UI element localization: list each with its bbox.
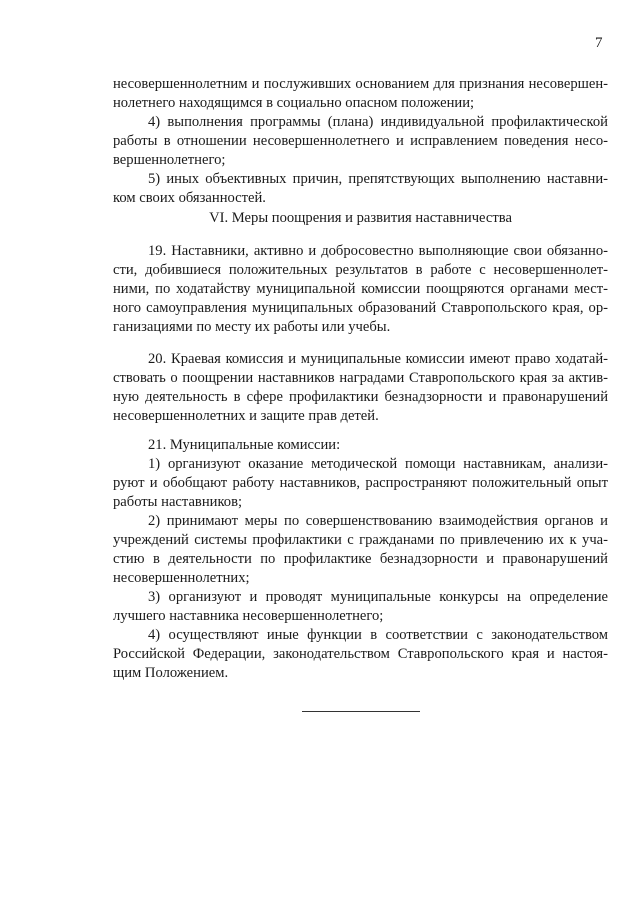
text-line: 21. Муниципальные комиссии: — [148, 437, 341, 453]
text-line: сти, добившиеся положительных результатов в работе с несовершеннолет- — [113, 262, 608, 278]
text-line: 5) иных объективных причин, препятствующих выполнению наставни- — [148, 171, 608, 187]
text-line: учреждений системы профилактики с гражданами по привлечению их к уча- — [113, 532, 608, 548]
paragraph-21 — [113, 436, 608, 683]
end-divider — [302, 711, 420, 712]
text-line: 1) организуют оказание методической помощи наставникам, анализи- — [148, 456, 608, 472]
page-number: 7 — [595, 35, 603, 51]
text-line: 20. Краевая комиссия и муниципальные комиссии имеют право ходатай- — [148, 351, 608, 367]
text-line: 4) выполнения программы (плана) индивидуальной профилактической — [148, 114, 608, 130]
text-line: стию в деятельности по профилактике безнадзорности и правонарушений — [113, 551, 608, 567]
text-block-continuation — [113, 75, 608, 208]
text-line: руют и обобщают работу наставников, распространяют положительный опыт — [113, 475, 608, 491]
text-line: 4) осуществляют иные функции в соответствии с законодательством — [148, 627, 608, 643]
text-line: Российской Федерации, законодательством Ставропольского края и настоя- — [113, 646, 608, 662]
text-line: работы наставников; — [113, 494, 243, 510]
text-line: несовершеннолетних и защите прав детей. — [113, 408, 379, 424]
text-line: щим Положением. — [113, 665, 229, 681]
text-line: нолетнего находящимся в социально опасном положении; — [113, 95, 475, 111]
text-line: 2) принимают меры по совершенствованию взаимодействия органов и — [148, 513, 608, 529]
section-heading: VI. Меры поощрения и развития наставничества — [209, 210, 512, 226]
text-line: ствовать о поощрении наставников наградами Ставропольского края за актив- — [113, 370, 608, 386]
text-line: работы в отношении несовершеннолетнего и исправлением поведения несо- — [113, 133, 608, 149]
text-line: 19. Наставники, активно и добросовестно выполняющие свои обязанно- — [148, 243, 608, 259]
text-line: ком своих обязанностей. — [113, 190, 266, 206]
text-line: ганизациями по месту их работы или учебы. — [113, 319, 391, 335]
text-line: лучшего наставника несовершеннолетнего; — [113, 608, 384, 624]
text-line: 3) организуют и проводят муниципальные конкурсы на определение — [148, 589, 608, 605]
text-line: несовершеннолетним и послуживших основанием для признания несовершен- — [113, 76, 608, 92]
text-line: ного самоуправления муниципальных образований Ставропольского края, ор- — [113, 300, 608, 316]
text-line: ную деятельность в сфере профилактики безнадзорности и правонарушений — [113, 389, 608, 405]
text-line: ними, по ходатайству муниципальной комиссии поощряются органами мест- — [113, 281, 608, 297]
text-line: несовершеннолетних; — [113, 570, 250, 586]
paragraph-20 — [113, 350, 608, 426]
text-line: вершеннолетнего; — [113, 152, 226, 168]
paragraph-19 — [113, 242, 608, 337]
